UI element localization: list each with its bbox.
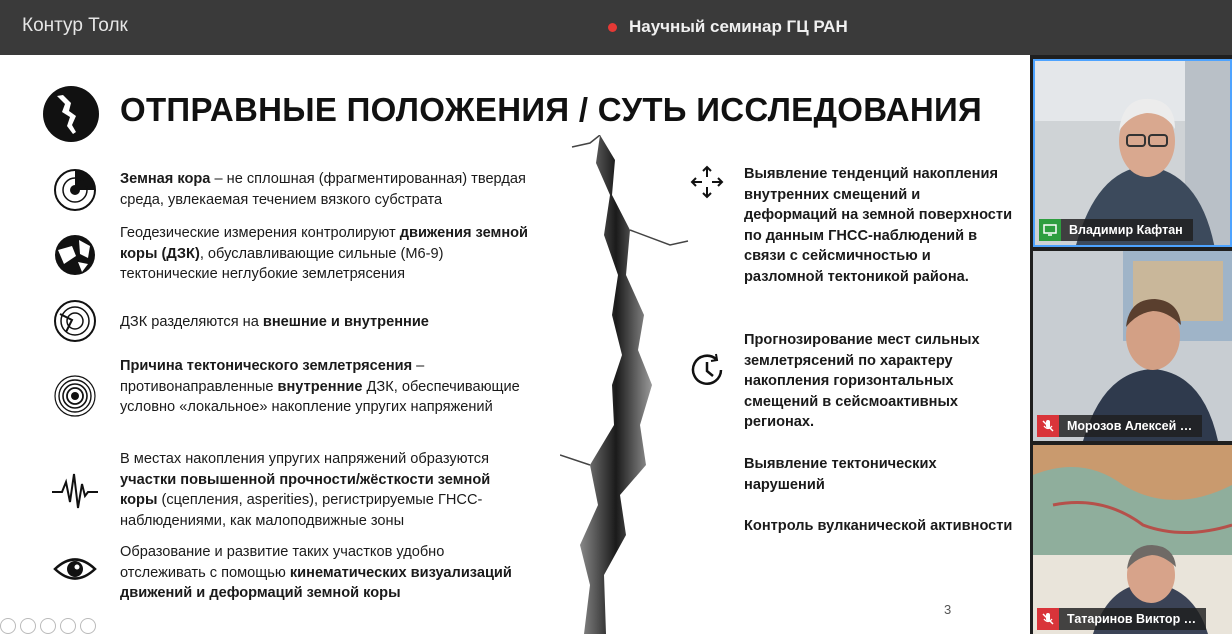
participant-tile[interactable] xyxy=(1033,59,1232,247)
seismograph-wave-icon xyxy=(52,468,98,514)
meeting-title[interactable] xyxy=(608,17,848,37)
goal-item: Контроль вулканической активности xyxy=(744,518,1013,534)
fingerprint-globe-icon xyxy=(52,298,98,344)
body-text: , обуславливающие сильные (М6-9) тектонические неглубокие землетрясения xyxy=(120,245,444,282)
body-text: Образование и развитие таких участков удобно отслеживать с помощью xyxy=(120,544,445,581)
slide-title: ОТПРАВНЫЕ ПОЛОЖЕНИЯ / СУТЬ ИССЛЕДОВАНИЯ xyxy=(120,91,983,128)
goal-item: Прогнозирование мест сильных землетрясений по характеру накопления горизонтальных смещений в сейсмоактивных регионах. xyxy=(744,332,980,430)
body-text: ДЗК разделяются на xyxy=(120,314,263,330)
emphasis-text: внутренние xyxy=(277,378,363,395)
toolbar-button[interactable] xyxy=(20,618,36,634)
globe-plates-icon xyxy=(52,232,98,278)
meeting-title-text: Научный семинар ГЦ РАН xyxy=(629,17,848,36)
list-item xyxy=(120,542,530,604)
emphasis-text: участки повышенной прочности/жёсткости земной коры xyxy=(120,471,491,508)
mic-muted-icon xyxy=(1037,415,1059,437)
participant-name-label: Владимир Кафтан xyxy=(1039,219,1193,241)
participant-video xyxy=(1033,445,1232,634)
move-arrows-icon xyxy=(688,163,726,201)
emphasis-text: кинематических визуализаций движений и деформаций земной коры xyxy=(120,564,512,601)
body-text: (сцепления, asperities), регистрируемые ГНСС-наблюдениями, как малоподвижные зоны xyxy=(120,492,483,529)
body-text: В местах накопления упругих напряжений образуются xyxy=(120,451,489,467)
toolbar-button[interactable] xyxy=(40,618,56,634)
recording-indicator-icon xyxy=(608,23,617,32)
body-text: Геодезические измерения контролируют xyxy=(120,225,400,241)
slide-page-number: 3 xyxy=(944,602,952,617)
body-text: ДЗК, обеспечивающие условно «локальное» накопление упругих напряжений xyxy=(120,378,520,415)
participant-tile[interactable] xyxy=(1033,251,1232,441)
emphasis-text: внешние и внутренние xyxy=(262,314,429,330)
participant-video xyxy=(1033,251,1232,441)
crack-logo-icon xyxy=(43,86,99,142)
toolbar-button[interactable] xyxy=(80,618,96,634)
participant-tile[interactable] xyxy=(1033,445,1232,634)
emphasis-text: Земная кора xyxy=(120,171,211,187)
list-item xyxy=(120,356,530,418)
earth-layers-icon xyxy=(52,167,98,213)
toolbar-button[interactable] xyxy=(60,618,76,634)
top-bar xyxy=(0,0,1232,55)
participant-name-label: Морозов Алексей … xyxy=(1037,415,1202,437)
list-item xyxy=(120,223,530,285)
app-title: Контур Толк xyxy=(22,15,128,36)
body-text: – противонаправленные xyxy=(120,358,425,395)
emphasis-text: движения земной коры (ДЗК) xyxy=(120,225,529,262)
list-item xyxy=(120,312,530,333)
participant-name-label: Татаринов Виктор … xyxy=(1037,608,1206,630)
list-item xyxy=(120,169,530,210)
mic-muted-icon xyxy=(1037,608,1059,630)
participants-sidebar xyxy=(1030,55,1232,634)
presentation-slide xyxy=(0,55,1030,634)
goal-item: Выявление тектонических нарушений xyxy=(744,456,937,493)
body-text: – не сплошная (фрагментированная) твердая среда, увлекаемая течением вязкого субстрата xyxy=(120,171,526,208)
goal-item: Выявление тенденций накопления внутренних смещений и деформаций на земной поверхности по данным ГНСС-наблюдений в связи с сейсмичностью и разломной тектоникой района. xyxy=(744,166,1013,285)
concentric-circles-icon xyxy=(52,373,98,419)
screen-share-icon xyxy=(1039,219,1061,241)
emphasis-text: Причина тектонического землетрясения xyxy=(120,358,413,374)
toolbar-button[interactable] xyxy=(0,618,16,634)
crack-illustration xyxy=(560,135,700,634)
clock-icon xyxy=(688,351,726,389)
list-item xyxy=(120,449,530,531)
eye-icon xyxy=(52,546,98,592)
slide-toolbar xyxy=(0,618,96,634)
